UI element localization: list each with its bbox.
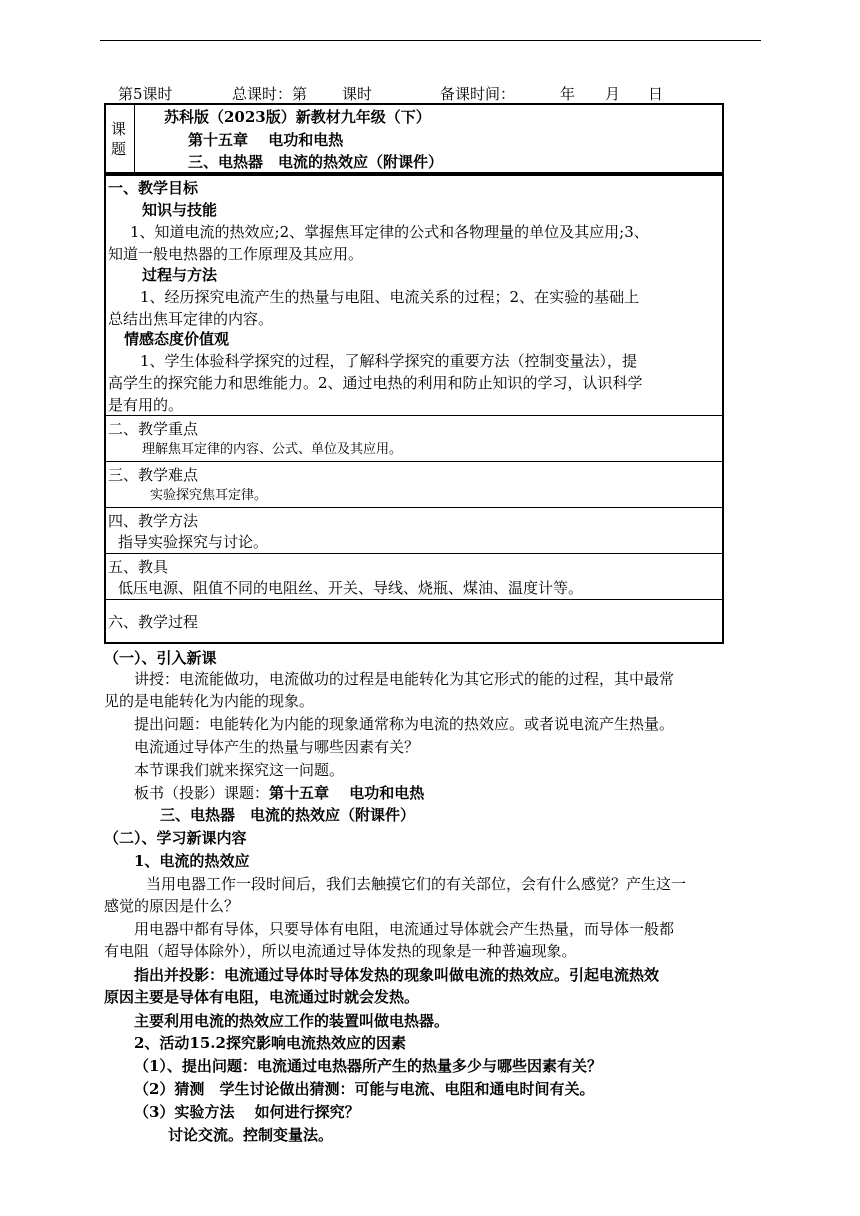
methods-heading: 四、教学方法 — [108, 512, 199, 530]
question-1: （1）、提出问题：电流通过电热器所产生的热量多少与哪些因素有关？ — [134, 1057, 602, 1075]
question-3: （3）实验方法 如何进行探究？ — [134, 1103, 360, 1121]
intro-line-6-title: 第十五章 电功和电热 — [269, 784, 425, 802]
new-line-3: 用电器中都有导体，只要导体有电阻，电流通过导体就会产生热量，而导体一般都 — [134, 920, 675, 938]
new-bold-3: 主要利用电流的热效应工作的装置叫做电热器。 — [134, 1012, 450, 1030]
knowledge-line-1: 1、知道电流的热效应;2、掌握焦耳定律的公式和各物理量的单位及其应用;3、 — [130, 223, 649, 241]
knowledge-title: 知识与技能 — [142, 201, 218, 219]
title-label-1: 课 — [111, 120, 127, 138]
prep-time-label: 备课时间： — [440, 85, 516, 103]
key-points-heading: 二、教学重点 — [108, 420, 199, 438]
month-label: 月 — [605, 85, 621, 103]
emotion-line-1: 1、学生体验科学探究的过程，了解科学探究的重要方法（控制变量法），提 — [140, 352, 638, 370]
new-line-1: 当用电器工作一段时间后，我们去触摸它们的有关部位，会有什么感觉？产生这一 — [146, 875, 687, 893]
intro-line-6 — [134, 782, 424, 804]
title-line-2: 第十五章 电功和电热 — [188, 131, 344, 149]
row-divider-1 — [105, 415, 723, 416]
lesson-number: 第5课时 — [118, 85, 173, 103]
new-bold-1: 指出并投影：电流通过导体时导体发热的现象叫做电流的热效应。引起电流热效 — [134, 966, 660, 984]
new-line-2: 感觉的原因是什么？ — [104, 897, 240, 915]
title-label-2: 题 — [111, 140, 127, 158]
title-box-divider — [134, 104, 135, 173]
intro-line-3: 提出问题：电能转化为内能的现象通常称为电流的热效应。或者说电流产生热量。 — [134, 715, 675, 733]
question-4: 讨论交流。控制变量法。 — [168, 1126, 334, 1144]
title-line-3: 三、电热器 电流的热效应（附课件） — [188, 153, 444, 171]
section-new-heading: （二）、学习新课内容 — [104, 829, 247, 847]
new-bold-2: 原因主要是导体有电阻，电流通过时就会发热。 — [104, 988, 420, 1006]
intro-line-5: 本节课我们就来探究这一问题。 — [134, 761, 345, 779]
row-divider-3 — [105, 507, 723, 508]
emotion-line-2: 高学生的探究能力和思维能力。2、通过电热的利用和防止知识的学习，认识科学 — [108, 374, 643, 392]
section-intro-heading: （一）、引入新课 — [104, 649, 217, 667]
total-lesson-label: 总课时：第 — [232, 85, 308, 103]
difficult-points-text: 实验探究焦耳定律。 — [150, 488, 268, 503]
total-lesson-unit: 课时 — [342, 85, 373, 103]
process-heading: 六、教学过程 — [108, 613, 199, 631]
process-title: 过程与方法 — [142, 266, 218, 284]
row-divider-4 — [105, 553, 723, 554]
process-line-2: 总结出焦耳定律的内容。 — [108, 310, 274, 328]
key-points-text: 理解焦耳定律的内容、公式、单位及其应用。 — [142, 442, 403, 457]
row-divider-2 — [105, 461, 723, 462]
methods-text: 指导实验探究与讨论。 — [118, 533, 269, 551]
question-2: （2）猜测 学生讨论做出猜测：可能与电流、电阻和通电时间有关。 — [134, 1080, 595, 1098]
row-divider-5 — [105, 599, 723, 600]
emotion-line-3: 是有用的。 — [108, 396, 184, 414]
process-line-1: 1、经历探究电流产生的热量与电阻、电流关系的过程；2、在实验的基础上 — [140, 288, 640, 306]
intro-line-2: 见的是电能转化为内能的现象。 — [104, 692, 315, 710]
tools-heading: 五、教具 — [108, 558, 169, 576]
intro-line-1: 讲授：电流能做功，电流做功的过程是电能转化为其它形式的能的过程，其中最常 — [134, 670, 675, 688]
objectives-heading: 一、教学目标 — [108, 179, 199, 197]
subsection-heat-effect: 1、电流的热效应 — [134, 852, 250, 870]
intro-line-6-prefix: 板书（投影）课题： — [134, 784, 270, 802]
intro-line-7: 三、电热器 电流的热效应（附课件） — [160, 806, 416, 824]
intro-line-4: 电流通过导体产生的热量与哪些因素有关？ — [134, 738, 420, 756]
knowledge-line-2: 知道一般电热器的工作原理及其应用。 — [108, 245, 364, 263]
title-line-1: 苏科版（2023版）新教材九年级（下） — [164, 108, 431, 126]
tools-text: 低压电源、阻值不同的电阻丝、开关、导线、烧瓶、煤油、温度计等。 — [118, 579, 584, 597]
subsection-activity: 2、活动15.2探究影响电流热效应的因素 — [134, 1034, 406, 1052]
header-rule — [100, 40, 761, 41]
difficult-points-heading: 三、教学难点 — [108, 466, 199, 484]
emotion-title: 情感态度价值观 — [124, 330, 230, 348]
year-label: 年 — [560, 85, 576, 103]
new-line-4: 有电阻（超导体除外），所以电流通过导体发热的现象是一种普遍现象。 — [104, 942, 577, 960]
day-label: 日 — [648, 85, 664, 103]
